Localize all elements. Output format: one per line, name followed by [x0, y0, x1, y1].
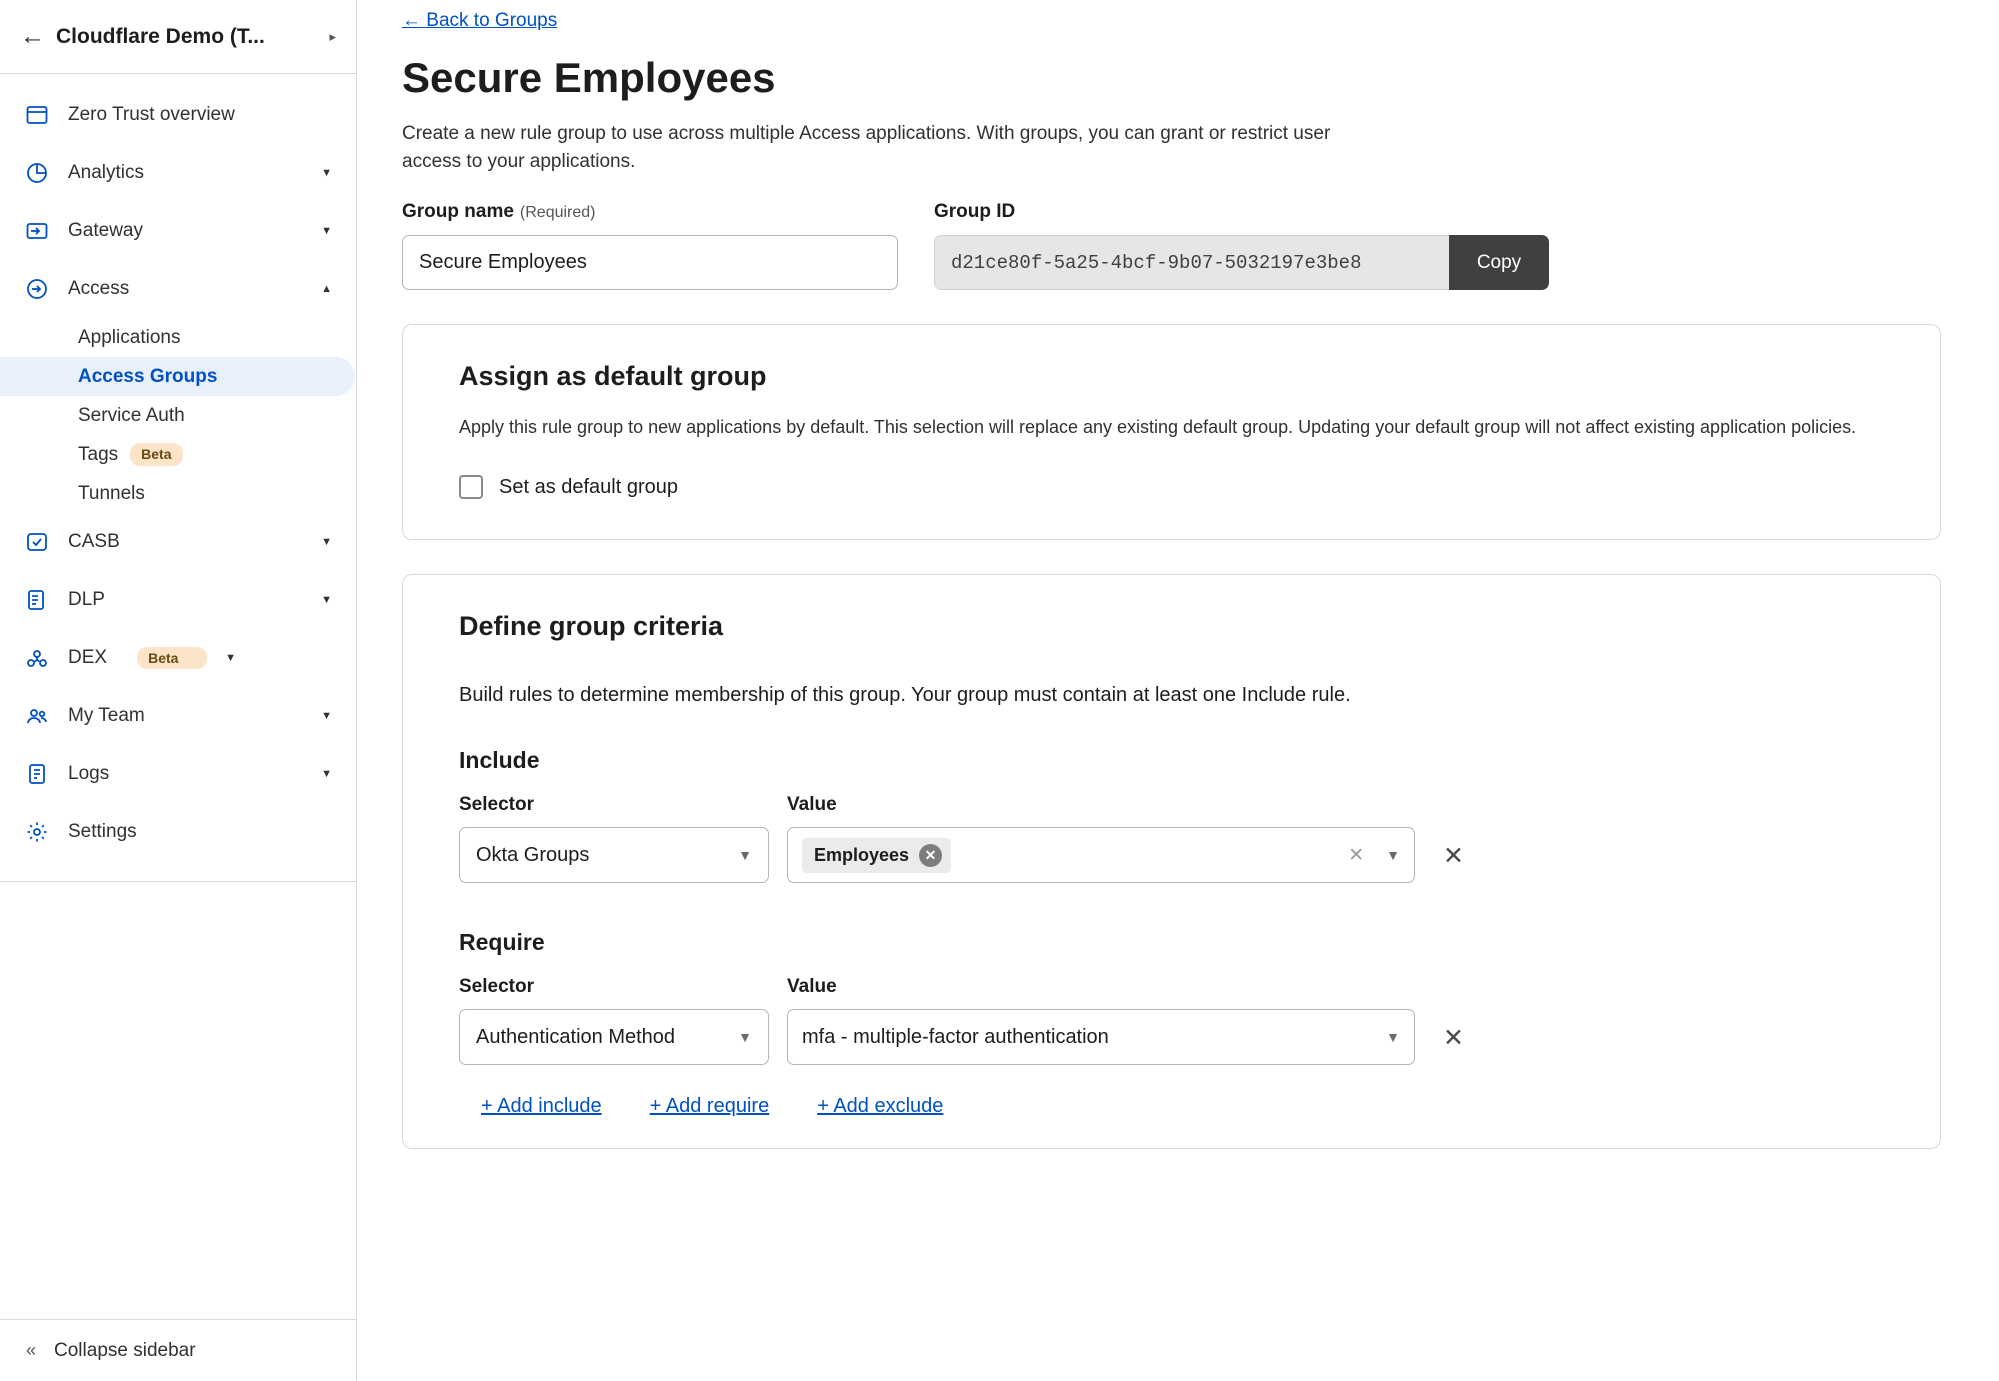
include-selector-value: Okta Groups — [476, 843, 590, 866]
assign-default-group-card — [402, 324, 1941, 540]
sidebar-item-label: Settings — [68, 821, 137, 842]
sidebar-item-zero-trust-overview[interactable] — [0, 86, 356, 144]
sidebar-item-label: Access — [68, 278, 130, 299]
pie-chart-icon — [24, 160, 50, 186]
sidebar-item-settings[interactable] — [0, 803, 356, 861]
sidebar-item-my-team[interactable] — [0, 687, 356, 745]
add-exclude-link[interactable]: + Add exclude — [817, 1095, 944, 1118]
group-name-label-text: Group name — [402, 201, 514, 223]
sidebar-subitem-label: Tunnels — [78, 482, 145, 504]
sidebar-item-label: Gateway — [68, 220, 143, 241]
add-include-link[interactable]: + Add include — [481, 1095, 602, 1118]
chevron-down-icon[interactable]: ▼ — [321, 710, 332, 722]
main-content — [357, 0, 1999, 1381]
group-identity-row — [402, 201, 1941, 290]
sidebar-item-casb[interactable] — [0, 513, 356, 571]
account-name: Cloudflare Demo (T... — [56, 24, 265, 48]
chevron-down-icon[interactable]: ▼ — [321, 536, 332, 548]
define-group-criteria-title: Define group criteria — [459, 611, 724, 642]
clear-value-icon[interactable]: ✕ — [1348, 844, 1365, 866]
sidebar-item-dlp[interactable] — [0, 571, 356, 629]
group-id-field — [934, 201, 1549, 290]
sidebar-item-analytics[interactable] — [0, 144, 356, 202]
include-value-label: Value — [787, 794, 837, 816]
arrow-left-icon[interactable]: ← — [20, 22, 45, 50]
include-selector-dropdown[interactable] — [459, 827, 769, 883]
casb-icon — [24, 529, 50, 555]
sidebar-item-label: DLP — [68, 589, 105, 610]
sidebar-item-gateway[interactable] — [0, 202, 356, 260]
require-value-text: mfa - multiple-factor authentication — [802, 1025, 1109, 1048]
set-as-default-group-checkbox[interactable] — [459, 475, 483, 499]
beta-badge: Beta — [137, 647, 207, 669]
sidebar-item-applications[interactable] — [0, 318, 356, 357]
require-rule-row — [459, 976, 1884, 1065]
sidebar-subitem-label: Access Groups — [78, 365, 218, 387]
add-rule-links — [459, 1095, 1884, 1118]
remove-chip-icon[interactable]: ✕ — [919, 844, 942, 867]
collapse-sidebar-button[interactable] — [0, 1319, 356, 1381]
gateway-icon — [24, 218, 50, 244]
page-title: Secure Employees — [402, 54, 776, 101]
sidebar-divider — [0, 881, 356, 882]
require-value-label: Value — [787, 976, 837, 998]
back-to-groups-link[interactable]: ← Back to Groups — [402, 10, 558, 31]
dlp-icon — [24, 587, 50, 613]
sidebar-item-label: Analytics — [68, 162, 145, 183]
logs-icon — [24, 761, 50, 787]
sidebar-item-label: CASB — [68, 531, 120, 552]
access-icon — [24, 276, 50, 302]
include-selector-field — [459, 794, 769, 883]
account-switcher[interactable] — [0, 0, 356, 74]
group-name-field — [402, 201, 898, 290]
sidebar-subitem-label: Service Auth — [78, 404, 185, 426]
page-description: Create a new rule group to use across multiple Access applications. With groups, you can grant or restrict user access to your applications. — [402, 123, 1331, 172]
define-group-criteria-card — [402, 574, 1941, 1149]
chevrons-left-icon[interactable]: « — [26, 1340, 37, 1360]
remove-include-rule-button[interactable]: ✕ — [1443, 842, 1464, 871]
chevron-up-icon[interactable]: ▲ — [321, 283, 332, 295]
define-group-criteria-description: Build rules to determine membership of this group. Your group must contain at least one Include rule. — [459, 684, 1351, 707]
set-as-default-group-label: Set as default group — [499, 475, 679, 498]
sidebar-subitem-label: Applications — [78, 326, 181, 348]
include-selector-label: Selector — [459, 794, 534, 816]
require-selector-field — [459, 976, 769, 1065]
sidebar-item-service-auth[interactable] — [0, 396, 356, 435]
sidebar-item-tags[interactable] — [0, 435, 356, 474]
include-value-chip-label: Employees — [814, 844, 910, 865]
chevron-down-icon[interactable]: ▼ — [321, 594, 332, 606]
chevron-down-icon[interactable]: ▼ — [321, 225, 332, 237]
sidebar-item-label: DEX — [68, 647, 108, 668]
require-value-field — [787, 976, 1415, 1065]
chevron-down-icon[interactable]: ▼ — [1386, 847, 1400, 864]
group-id-value: d21ce80f-5a25-4bcf-9b07-5032197e3be8 — [934, 235, 1449, 290]
sidebar-item-logs[interactable] — [0, 745, 356, 803]
sidebar — [0, 0, 357, 1381]
group-name-label — [402, 201, 898, 223]
require-selector-dropdown[interactable] — [459, 1009, 769, 1065]
group-name-required-note: (Required) — [519, 204, 596, 222]
collapse-sidebar-label: Collapse sidebar — [54, 1339, 196, 1361]
team-icon — [24, 703, 50, 729]
beta-badge: Beta — [130, 443, 182, 465]
sidebar-item-access[interactable] — [0, 260, 356, 318]
require-selector-value: Authentication Method — [476, 1025, 676, 1048]
require-value-dropdown[interactable] — [787, 1009, 1415, 1065]
chevron-down-icon[interactable]: ▼ — [225, 652, 236, 664]
require-selector-label: Selector — [459, 976, 534, 998]
sidebar-item-label: Zero Trust overview — [68, 104, 235, 125]
sidebar-item-access-groups[interactable] — [0, 357, 355, 396]
sidebar-item-dex[interactable] — [0, 629, 356, 687]
chevron-down-icon[interactable]: ▼ — [321, 768, 332, 780]
group-name-input[interactable] — [402, 235, 898, 290]
window-icon — [24, 102, 50, 128]
chevron-down-icon[interactable]: ▼ — [1386, 1029, 1400, 1046]
include-rule-heading: Include — [459, 747, 540, 774]
require-rule-heading: Require — [459, 929, 545, 956]
chevron-down-icon[interactable]: ▼ — [738, 1029, 752, 1046]
remove-require-rule-button[interactable]: ✕ — [1443, 1024, 1464, 1053]
include-value-field — [787, 794, 1415, 883]
sidebar-item-label: Logs — [68, 763, 110, 784]
chevron-down-icon[interactable]: ▼ — [321, 167, 332, 179]
assign-default-group-description: Apply this rule group to new applications by default. This selection will replace any existing default group. Updating your default group will not affect existing application policies. — [459, 417, 1857, 438]
sidebar-subitem-label: Tags — [78, 443, 119, 465]
gear-icon — [24, 819, 50, 845]
add-require-link[interactable]: + Add require — [649, 1095, 770, 1118]
chevron-right-icon[interactable]: ▸ — [329, 28, 336, 44]
assign-default-group-title: Assign as default group — [459, 361, 767, 392]
sidebar-nav — [0, 74, 356, 882]
chevron-down-icon[interactable]: ▼ — [738, 847, 752, 864]
include-value-dropdown[interactable] — [787, 827, 1415, 883]
dex-icon — [24, 645, 50, 671]
copy-group-id-button[interactable]: Copy — [1449, 235, 1549, 290]
group-id-label: Group ID — [934, 201, 1016, 223]
include-value-chip[interactable] — [802, 838, 951, 873]
sidebar-item-label: My Team — [68, 705, 145, 726]
sidebar-item-tunnels[interactable] — [0, 474, 356, 513]
include-rule-row — [459, 794, 1884, 883]
